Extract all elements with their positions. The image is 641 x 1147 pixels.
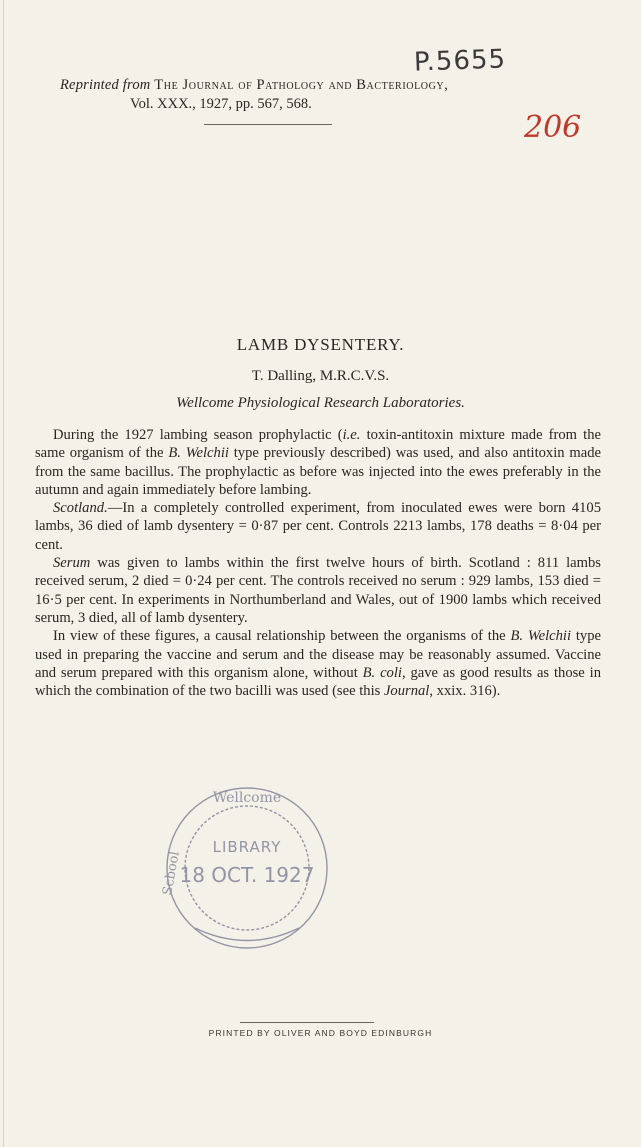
section-heading-serum: Serum [53,555,91,572]
handwritten-reference-code: P.5655 [413,44,507,78]
article-affiliation: Wellcome Physiological Research Laboratories. [176,395,465,411]
article-body [35,426,601,700]
article-author [0,368,641,385]
journal-name: The Journal of Pathology and Bacteriology, [154,77,449,93]
handwritten-number: 206 [524,110,582,145]
printer-imprint: PRINTED BY OLIVER AND BOYD EDINBURGH [208,1028,433,1038]
stamp-date: 18 OCT. 1927 [179,863,315,887]
section-heading-scotland: Scotland. [53,500,108,517]
article-title: LAMB DYSENTERY. [236,335,405,354]
paragraph-2: Scotland.—In a completely controlled experiment, from inoculated ewes were born 4105 lambs, 36 died of lamb dysentery = 0·87 per cent. Controls 2213 lambs, 178 deaths = 8·04 per cent. [35,500,601,553]
paragraph-3: Serum was given to lambs within the first twelve hours of birth. Scotland : 811 lambs received serum, 2 died = 0·24 per cent. The controls received no serum : 929 lambs, 153 died = 16·5 per cent. In experiments in Northumberland and Wales, out of 1900 lambs which received serum, 3 died, all of lamb dysentery. [35,555,601,626]
header-rule [204,124,332,125]
paragraph-4: In view of these figures, a causal relationship between the organisms of the B. Welchii type used in preparing the vaccine and serum and the disease may be reasonably assumed. Vaccine and serum prepared with this organism alone, without B. coli, gave as good results as those in which the combination of the two bacilli was used (see this Journal, xxix. 316). [35,628,601,700]
volume-info: Vol. XXX., 1927, pp. 567, 568. [130,96,312,112]
page-edge [3,0,4,1147]
stamp-top-word: Wellcome [212,790,282,806]
library-stamp [155,778,340,963]
author-name: T. Dalling, M.R.C.V.S. [251,368,390,384]
stamp-left-word: Scbool [160,850,183,897]
stamp-library-label: LIBRARY [212,838,282,856]
reprint-notice [60,77,620,94]
paragraph-1: During the 1927 lambing season prophylactic (i.e. toxin-antitoxin mixture made from the same organism of the B. Welchii type previously described) was used, and also antitoxin made from the same bacillus. The prophylactic as before was injected into the ewes preferably in the autumn and again immediately before lambing. [35,427,601,498]
footer-rule [240,1022,374,1023]
reprinted-from-label: Reprinted from [60,77,151,93]
